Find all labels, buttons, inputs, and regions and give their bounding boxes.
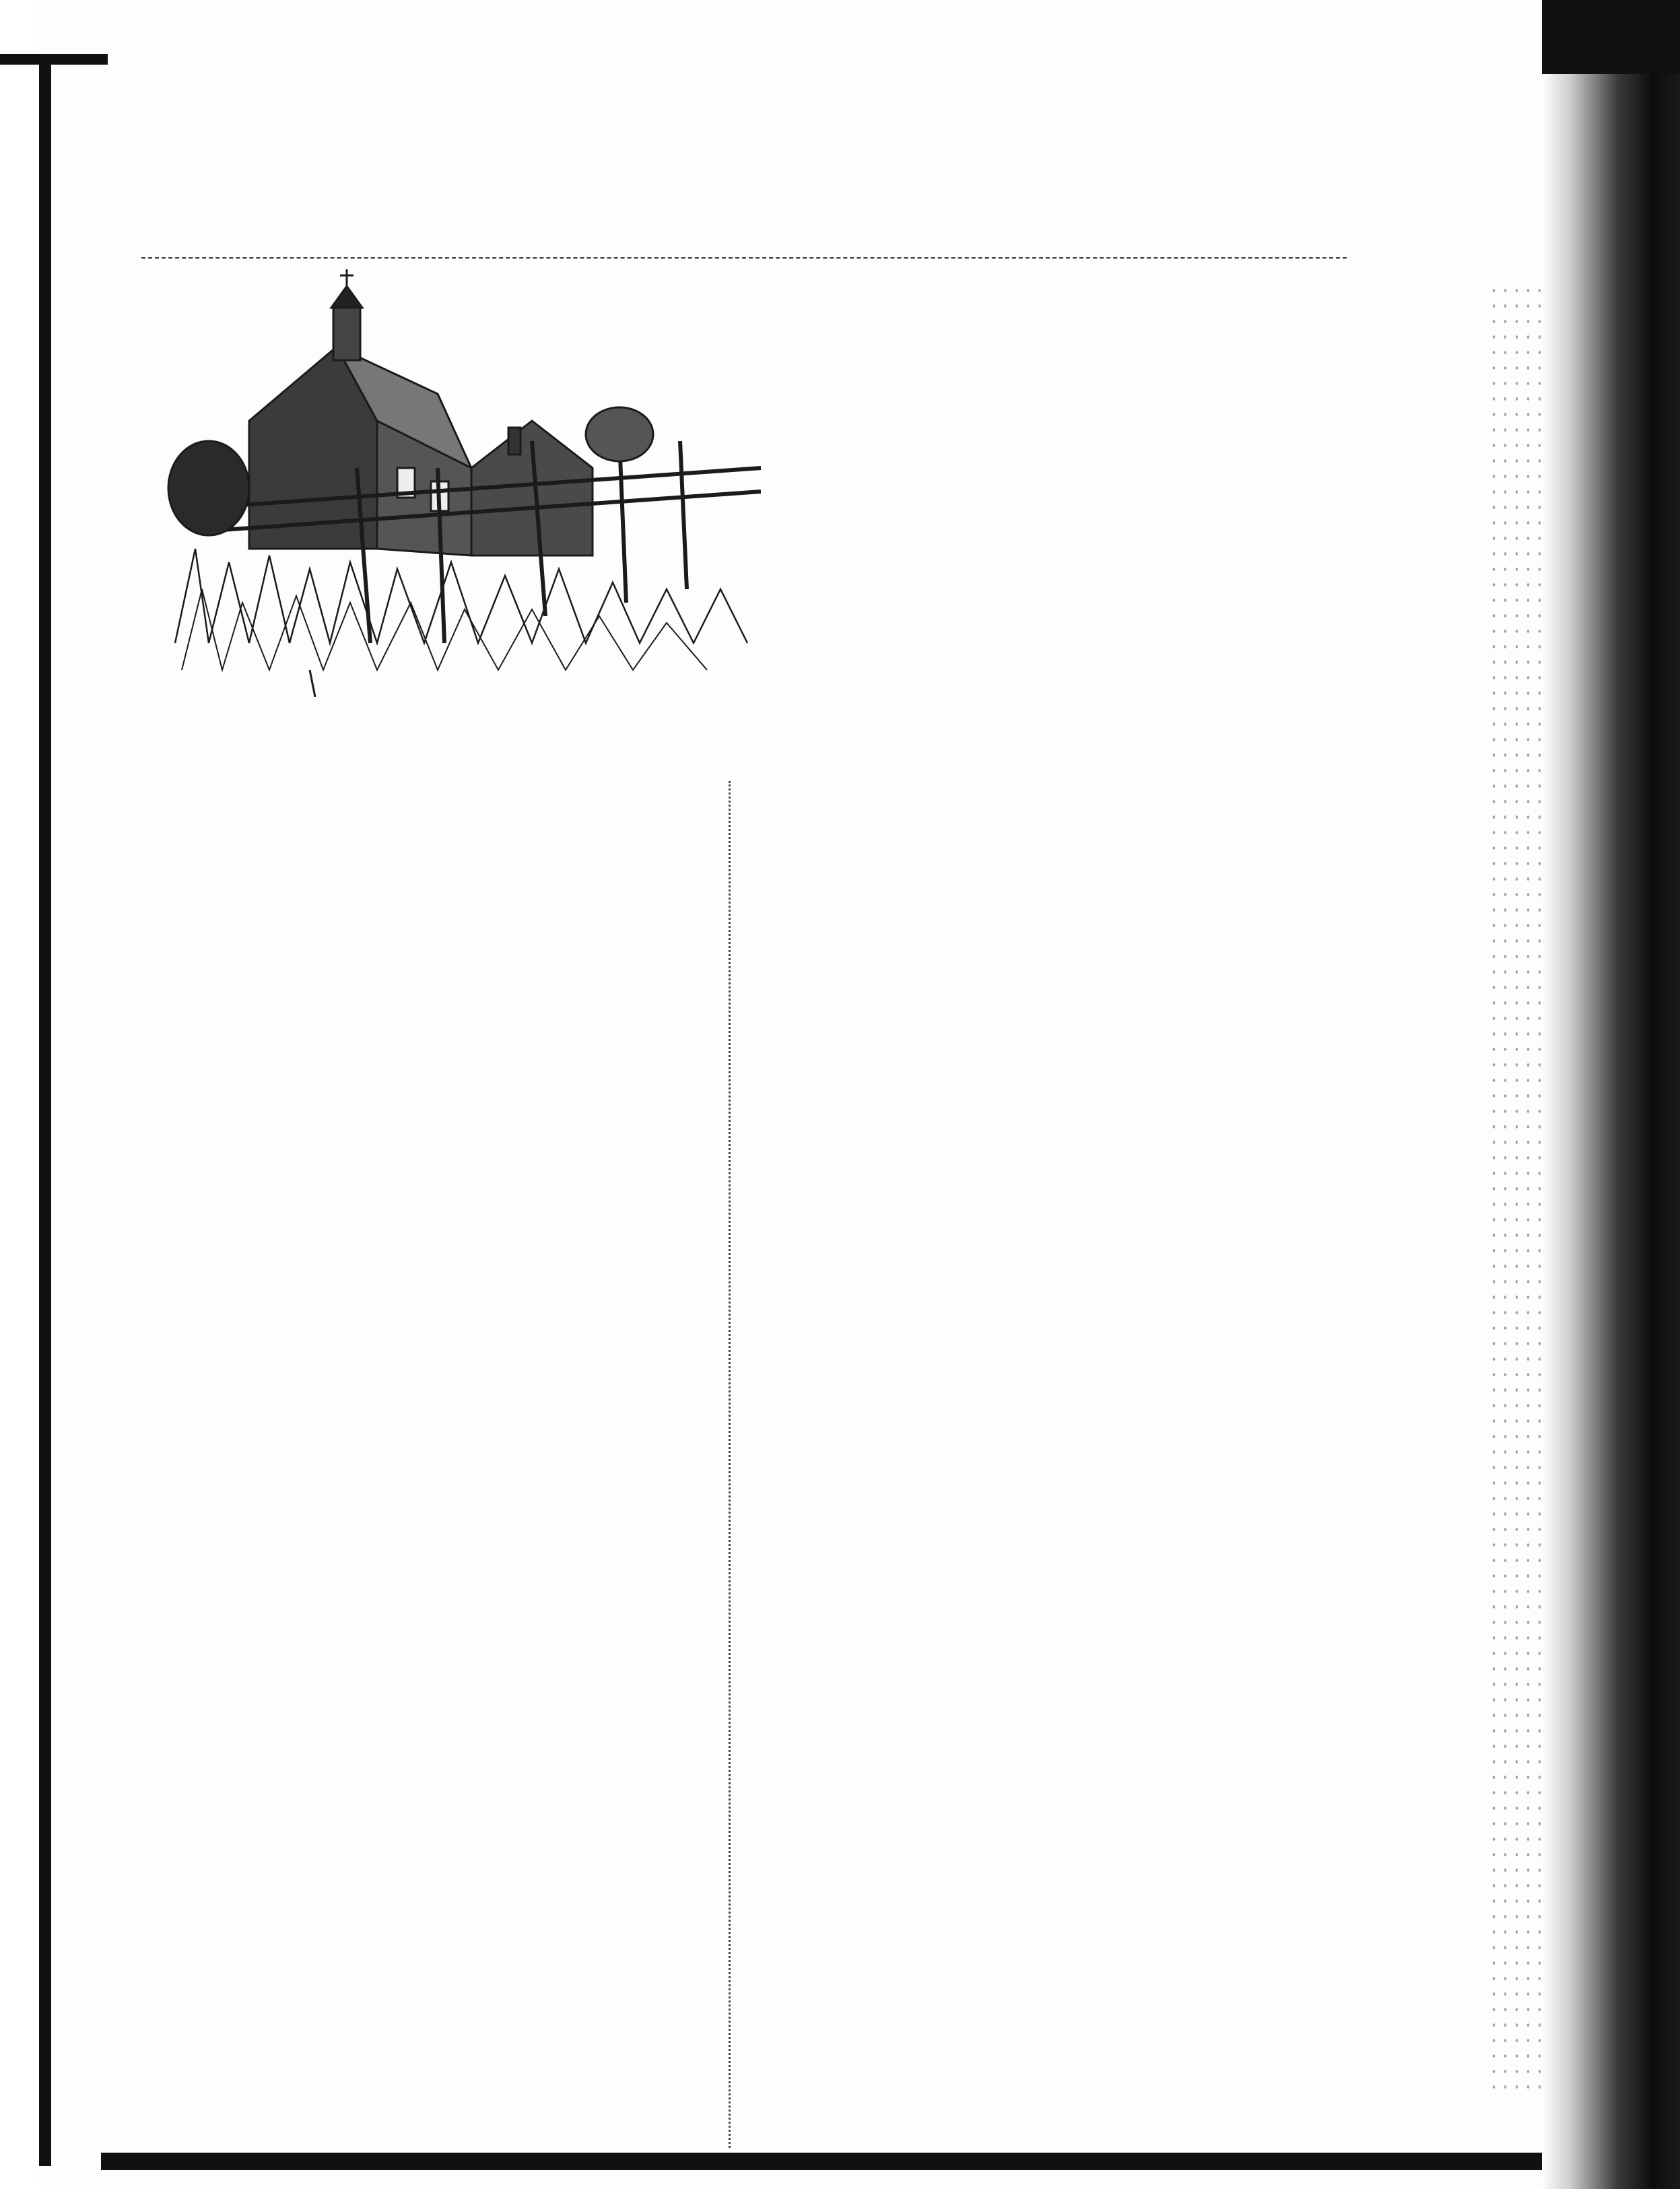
scan-noise	[1488, 283, 1542, 2101]
cathedral-illustration	[155, 266, 828, 771]
right-column	[734, 755, 1313, 765]
header-rule	[141, 257, 1347, 259]
column-divider	[729, 781, 731, 2148]
scan-border-bottom	[101, 2153, 1569, 2170]
scan-border-top-right	[1542, 0, 1680, 74]
page-header	[148, 214, 1481, 257]
scan-border-top-left	[0, 54, 108, 65]
scan-border-right	[1542, 0, 1680, 2189]
left-column	[149, 780, 722, 789]
scan-border-left	[39, 55, 51, 2166]
cathedral-engraving-icon	[155, 266, 774, 697]
page-margin-left	[0, 0, 39, 2189]
right-column-upper	[855, 268, 1313, 277]
